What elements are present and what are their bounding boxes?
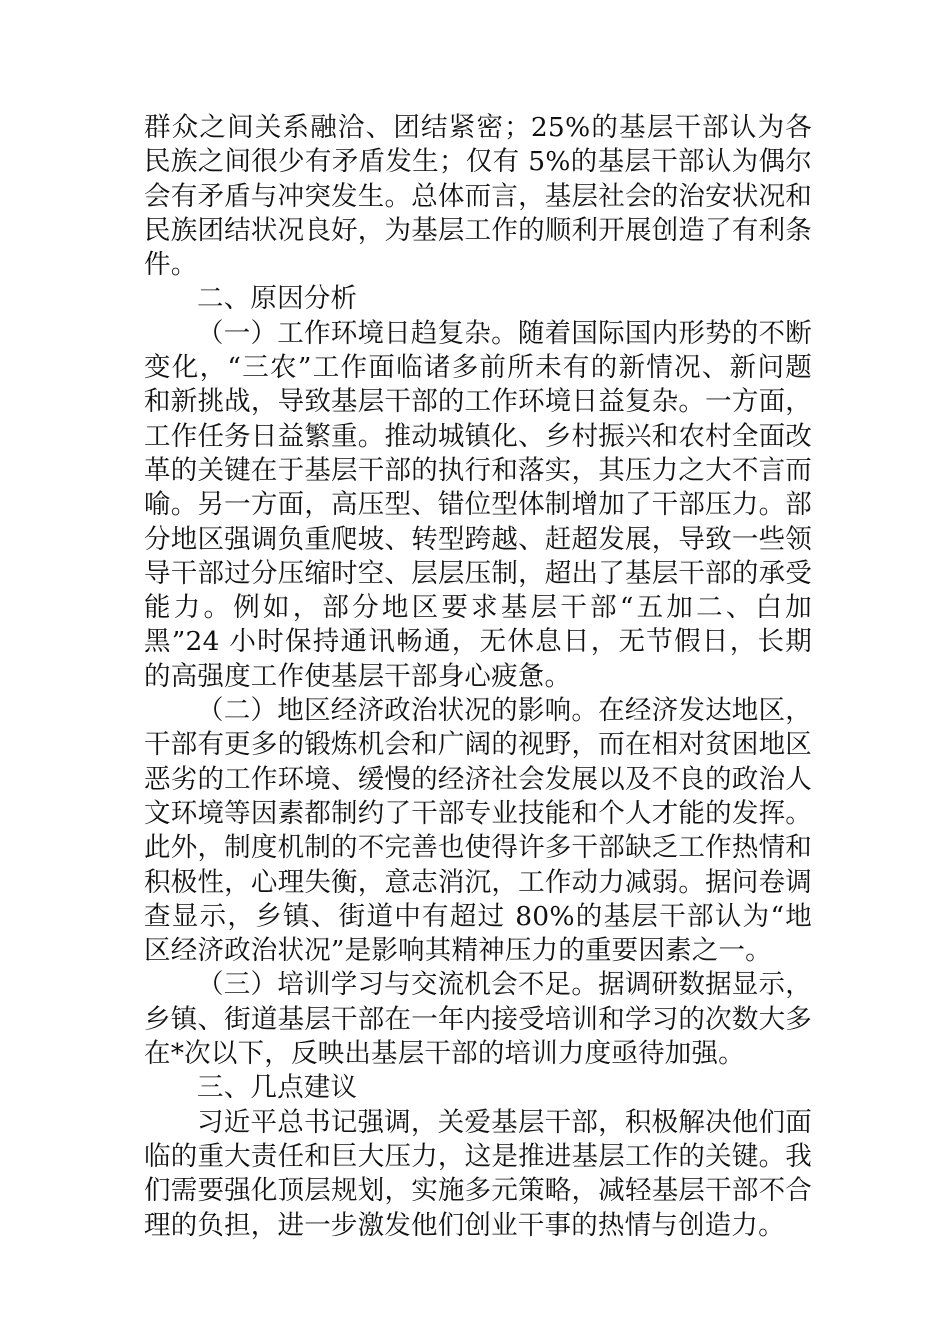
paragraph-work-environment: （一）工作环境日趋复杂。随着国际国内形势的不断变化，“三农”工作面临诸多前所未有的新情况、新问题和新挑战，导致基层干部的工作环境日益复杂。一方面，工作任务日益繁重。推动城镇化、乡村振兴和农村全面改革的关键在于基层干部的执行和落实，其压力之大不言而喻。另一方面，高压型、错位型体制增加了干部压力。部分地区强调负重爬坡、转型跨越、赶超发展，导致一些领导干部过分压缩时空、层层压制，超出了基层干部的承受能力。例如，部分地区要求基层干部“五加二、白加黑”24 小时保持通讯畅通，无休息日，无节假日，长期的高强度工作使基层干部身心疲惫。 [144, 317, 812, 692]
paragraph-regional-conditions: （二）地区经济政治状况的影响。在经济发达地区，干部有更多的锻炼机会和广阔的视野，而在相对贫困地区恶劣的工作环境、缓慢的经济社会发展以及不良的政治人文环境等因素都制约了干部专业技能和个人才能的发挥。此外，制度机制的不完善也使得许多干部缺乏工作热情和积极性，心理失衡，意志消沉，工作动力减弱。据问卷调查显示，乡镇、街道中有超过 80%的基层干部认为“地区经济政治状况”是影响其精神压力的重要因素之一。 [144, 695, 812, 967]
paragraph-suggestions: 习近平总书记强调，关爱基层干部，积极解决他们面临的重大责任和巨大压力，这是推进基层工作的关键。我们需要强化顶层规划，实施多元策略，减轻基层干部不合理的负担，进一步激发他们创业干事的热情与创造力。 [144, 1106, 812, 1241]
paragraph-unity: 群众之间关系融洽、团结紧密；25%的基层干部认为各民族之间很少有矛盾发生；仅有 5%的基层干部认为偶尔会有矛盾与冲突发生。总体而言，基层社会的治安状况和民族团结状况良好，为基层工作的顺利开展创造了有利条件。 [144, 112, 812, 281]
section-heading-suggestions: 三、几点建议 [197, 1072, 358, 1104]
paragraph-training: （三）培训学习与交流机会不足。据调研数据显示，乡镇、街道基层干部在一年内接受培训和学习的次数大多在*次以下，反映出基层干部的培训力度亟待加强。 [144, 969, 812, 1070]
document-body [144, 111, 812, 1243]
section-heading-causes: 二、原因分析 [197, 283, 358, 315]
